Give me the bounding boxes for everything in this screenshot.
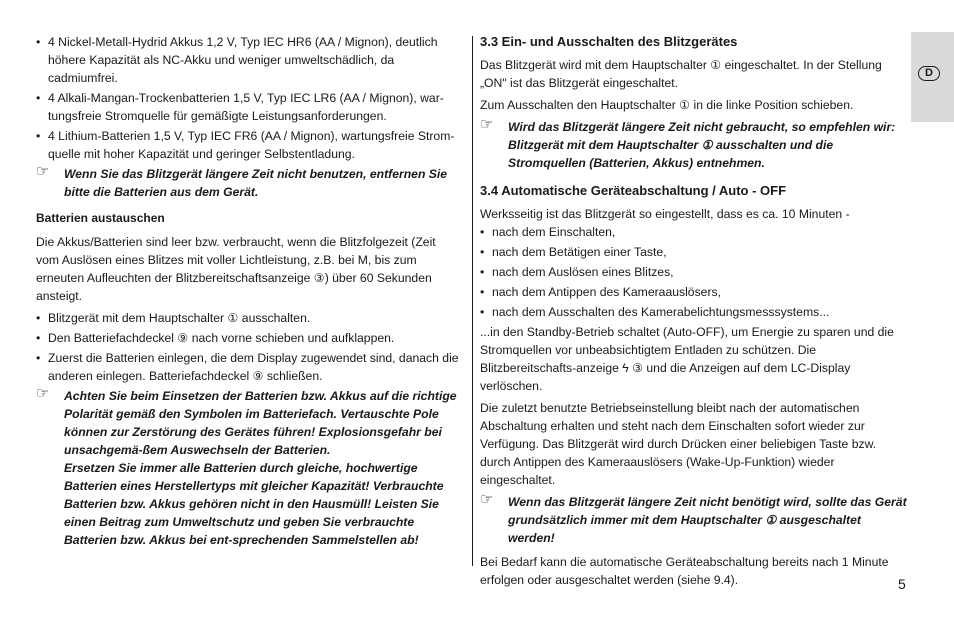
page-number: 5 [898, 576, 906, 592]
column-divider [472, 36, 473, 566]
list-item: • 4 Nickel-Metall-Hydrid Akkus 1,2 V, Typ IEC HR6 (AA / Mignon), deutlich höhere Kapazität als NC-Akku und weniger umweltschädlich, da cadmiumfrei. [36, 33, 462, 87]
list-item: • Zuerst die Batterien einlegen, die dem Display zugewendet sind, danach die anderen einlegen. Batteriefachdeckel ⑨ schließen. [36, 349, 462, 385]
note-text: Ersetzen Sie immer alle Batterien durch gleiche, hochwertige Batterien eines Herstellertyps mit gleicher Kapazität! Verbrauchte Batterien bzw. Akkus gehören nicht in den Hausmüll! Leisten Sie einen Beitrag zum Umweltschutz und geben Sie verbrauchte Batterien bzw. Akkus bei ent-sprechenden Sammelstellen ab! [64, 461, 444, 547]
note-storage [36, 165, 462, 201]
subheading-battery-replace: Batterien austauschen [36, 211, 165, 225]
note-switch-off [480, 493, 908, 547]
note-main-switch [480, 118, 908, 172]
note-text: Wird das Blitzgerät längere Zeit nicht gebraucht, so empfehlen wir: Blitzgerät mit dem Hauptschalter ① ausschalten und die Stromquellen (Batterien, Akkus) entnehmen. [508, 120, 896, 170]
paragraph: Werksseitig ist das Blitzgerät so eingestellt, dass es ca. 10 Minuten - [480, 207, 850, 221]
right-column [480, 33, 908, 589]
list-item: • nach dem Betätigen einer Taste, [480, 243, 908, 261]
list-item: • nach dem Antippen des Kameraauslösers, [480, 283, 908, 301]
note-text: Wenn Sie das Blitzgerät längere Zeit nicht benutzen, entfernen Sie bitte die Batterien aus dem Gerät. [64, 167, 448, 199]
paragraph: Bei Bedarf kann die automatische Geräteabschaltung bereits nach 1 Minute erfolgen oder ausgeschaltet werden (siehe 9.4). [480, 555, 889, 587]
pointing-hand-icon: ☞ [36, 163, 50, 180]
section-heading-3-3: 3.3 Ein- und Ausschalten des Blitzgerätes [480, 34, 738, 49]
list-item: • nach dem Einschalten, [480, 223, 908, 241]
pointing-hand-icon: ☞ [480, 491, 494, 508]
left-column [36, 33, 462, 552]
paragraph: ...in den Standby-Betrieb schaltet (Auto-OFF), um Energie zu sparen und die Stromquellen vor unbeabsichtigtem Entladen zu schützen. Die Blitzbereitschafts-anzeige ϟ ③ und die Anzeigen auf dem LC-Display verlöschen. [480, 325, 894, 393]
paragraph: Das Blitzgerät wird mit dem Hauptschalter ① eingeschaltet. In der Stellung „ON" ist das Blitzgerät eingeschaltet. [480, 58, 882, 90]
pointing-hand-icon: ☞ [480, 116, 494, 133]
language-badge: D [918, 66, 940, 81]
list-item: • 4 Lithium-Batterien 1,5 V, Typ IEC FR6 (AA / Mignon), wartungsfreie Strom-quelle mit hoher Kapazität und geringer Selbstentladung. [36, 127, 462, 163]
paragraph: Die zuletzt benutzte Betriebseinstellung bleibt nach der automatischen Abschaltung erhalten und steht nach dem Einschalten sofort wieder zur Verfügung. Das Blitzgerät wird durch Drücken einer beliebigen Taste bzw. durch Antippen des Kameraauslösers (Wake-Up-Funktion) wieder eingeschaltet. [480, 401, 877, 487]
note-text: Wenn das Blitzgerät längere Zeit nicht benötigt wird, sollte das Gerät grundsätzlich immer mit dem Hauptschalter ① ausgeschaltet werden! [508, 495, 907, 545]
note-text: Achten Sie beim Einsetzen der Batterien bzw. Akkus auf die richtige Polarität gemäß den Symbolen im Batteriefach. Vertauschte Pole können zur Zerstörung des Gerätes führen! Explosionsgefahr bei unsachgemä-ßem Auswechseln der Batterien. [64, 389, 457, 457]
section-heading-3-4: 3.4 Automatische Geräteabschaltung / Auto - OFF [480, 183, 787, 198]
pointing-hand-icon: ☞ [36, 385, 50, 402]
list-item: • Den Batteriefachdeckel ⑨ nach vorne schieben und aufklappen. [36, 329, 462, 347]
list-item: • nach dem Ausschalten des Kamerabelichtungsmesssystems... [480, 303, 908, 321]
note-polarity [36, 387, 462, 549]
paragraph: Die Akkus/Batterien sind leer bzw. verbraucht, wenn die Blitzfolgezeit (Zeit vom Auslösen eines Blitzes mit voller Lichtleistung, z.B. bei M, bis zum erneuten Aufleuchten der Blitzbereitschaftsanzeige ③) über 60 Sekunden ansteigt. [36, 235, 436, 303]
list-item: • nach dem Auslösen eines Blitzes, [480, 263, 908, 281]
list-item: • 4 Alkali-Mangan-Trockenbatterien 1,5 V, Typ IEC LR6 (AA / Mignon), war-tungsfreie Stromquelle für gemäßigte Leistungsanforderungen. [36, 89, 462, 125]
list-item: • Blitzgerät mit dem Hauptschalter ① ausschalten. [36, 309, 462, 327]
paragraph: Zum Ausschalten den Hauptschalter ① in die linke Position schieben. [480, 98, 854, 112]
